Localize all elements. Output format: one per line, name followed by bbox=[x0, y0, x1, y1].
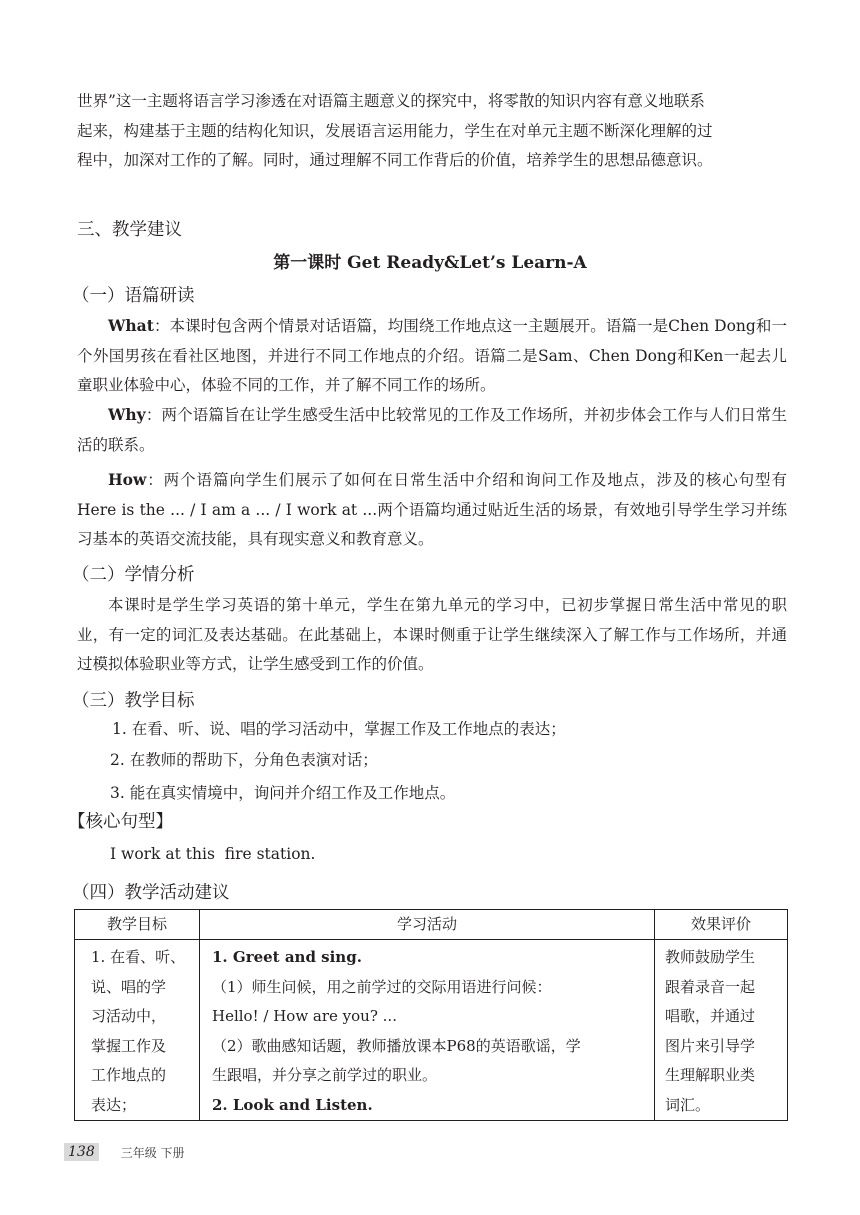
how-paragraph bbox=[77, 465, 787, 555]
intro-paragraph bbox=[77, 87, 787, 176]
goal-line: 掌握工作及 bbox=[91, 1036, 167, 1055]
header-activity: 学习活动 bbox=[200, 910, 655, 940]
part2-paragraph: 本课时是学生学习英语的第十单元，学生在第九单元的学习中，已初步掌握日常生活中常见的职业，有一定的词汇及表达基础。在此基础上，本课时侧重于让学生继续深入了解工作与工作场所，并通过模拟体验职业等方式，让学生感受到工作的价值。 bbox=[77, 596, 787, 673]
page-number: 138 bbox=[64, 1143, 99, 1161]
what-label: What bbox=[108, 316, 154, 335]
activity-line: （2）歌曲感知话题，教师播放课本P68的英语歌谣，学 bbox=[212, 1036, 581, 1055]
goal-line: 表达； bbox=[91, 1095, 137, 1114]
how-label: How bbox=[108, 470, 147, 489]
header-goal: 教学目标 bbox=[75, 910, 200, 940]
header-evaluation: 效果评价 bbox=[655, 910, 788, 940]
evaluation-cell bbox=[655, 940, 788, 1121]
how-text: ：两个语篇向学生们展示了如何在日常生活中介绍和询问工作及地点，涉及的核心句型有Here is the ... / I am a ... / I work at ...两个语篇均通过贴近生活的场景，有效地引导学生学习并练习基本的英语交流技能，具有现实意义和教育意义。 bbox=[77, 471, 787, 548]
section-heading: 三、教学建议 bbox=[77, 220, 182, 240]
activity-step-title: 2. Look and Listen. bbox=[212, 1095, 373, 1114]
what-paragraph bbox=[77, 311, 787, 401]
intro-line-3: 程中，加深对工作的了解。同时，通过理解不同工作背后的价值，培养学生的思想品德意识。 bbox=[77, 151, 713, 169]
part3-heading: （三）教学目标 bbox=[72, 691, 195, 711]
goal-item-1: 1. 在看、听、说、唱的学习活动中，掌握工作及工作地点的表达； bbox=[112, 720, 566, 738]
evaluation-line: 图片来引导学 bbox=[665, 1036, 756, 1055]
goal-item-3: 3. 能在真实情境中，询问并介绍工作及工作地点。 bbox=[110, 784, 456, 802]
intro-line-1: 世界”这一主题将语言学习渗透在对语篇主题意义的探究中，将零散的知识内容有意义地联系 bbox=[77, 92, 705, 110]
what-text: ：本课时包含两个情景对话语篇，均围绕工作地点这一主题展开。语篇一是Chen Dong和一个外国男孩在看社区地图，并进行不同工作地点的介绍。语篇二是Sam、Chen Dong和Ken一起去儿童职业体验中心，体验不同的工作，并了解不同工作的场所。 bbox=[77, 317, 787, 394]
table-row bbox=[75, 940, 788, 1121]
page-footer bbox=[64, 1143, 185, 1161]
why-label: Why bbox=[108, 405, 146, 424]
activity-line: Hello! / How are you? ... bbox=[212, 1007, 397, 1025]
goal-item-2: 2. 在教师的帮助下，分角色表演对话； bbox=[110, 751, 378, 769]
evaluation-line: 教师鼓励学生 bbox=[665, 948, 756, 966]
activity-line: 生跟唱，并分享之前学过的职业。 bbox=[212, 1066, 438, 1084]
goal-line: 习活动中， bbox=[91, 1007, 167, 1025]
evaluation-line: 跟着录音一起 bbox=[665, 977, 756, 996]
goal-line: 工作地点的 bbox=[91, 1066, 167, 1084]
why-paragraph bbox=[77, 400, 787, 460]
table-header-row bbox=[75, 910, 788, 940]
core-sentence: I work at this fire station. bbox=[110, 845, 316, 863]
core-heading: 【核心句型】 bbox=[68, 812, 173, 832]
why-text: ：两个语篇旨在让学生感受生活中比较常见的工作及工作场所，并初步体会工作与人们日常生活的联系。 bbox=[77, 406, 787, 454]
goal-cell bbox=[75, 940, 200, 1121]
evaluation-line: 生理解职业类 bbox=[665, 1066, 756, 1084]
evaluation-line: 唱歌，并通过 bbox=[665, 1007, 756, 1025]
part2-heading: （二）学情分析 bbox=[72, 565, 195, 585]
part4-heading: （四）教学活动建议 bbox=[72, 883, 230, 903]
activity-table bbox=[74, 909, 788, 1121]
intro-line-2: 起来，构建基于主题的结构化知识，发展语言运用能力，学生在对单元主题不断深化理解的过 bbox=[77, 121, 713, 140]
activity-cell bbox=[200, 940, 655, 1121]
activity-line: （1）师生问候，用之前学过的交际用语进行问候： bbox=[212, 977, 552, 996]
activity-step-title: 1. Greet and sing. bbox=[212, 948, 362, 966]
goal-line: 1. 在看、听、 bbox=[91, 948, 186, 966]
part1-heading: （一）语篇研读 bbox=[72, 286, 195, 306]
evaluation-line: 词汇。 bbox=[665, 1095, 711, 1114]
goal-line: 说、唱的学 bbox=[91, 977, 167, 996]
lesson-title: 第一课时 Get Ready&Let’s Learn-A bbox=[273, 253, 587, 273]
book-label: 三年级 下册 bbox=[120, 1145, 185, 1160]
